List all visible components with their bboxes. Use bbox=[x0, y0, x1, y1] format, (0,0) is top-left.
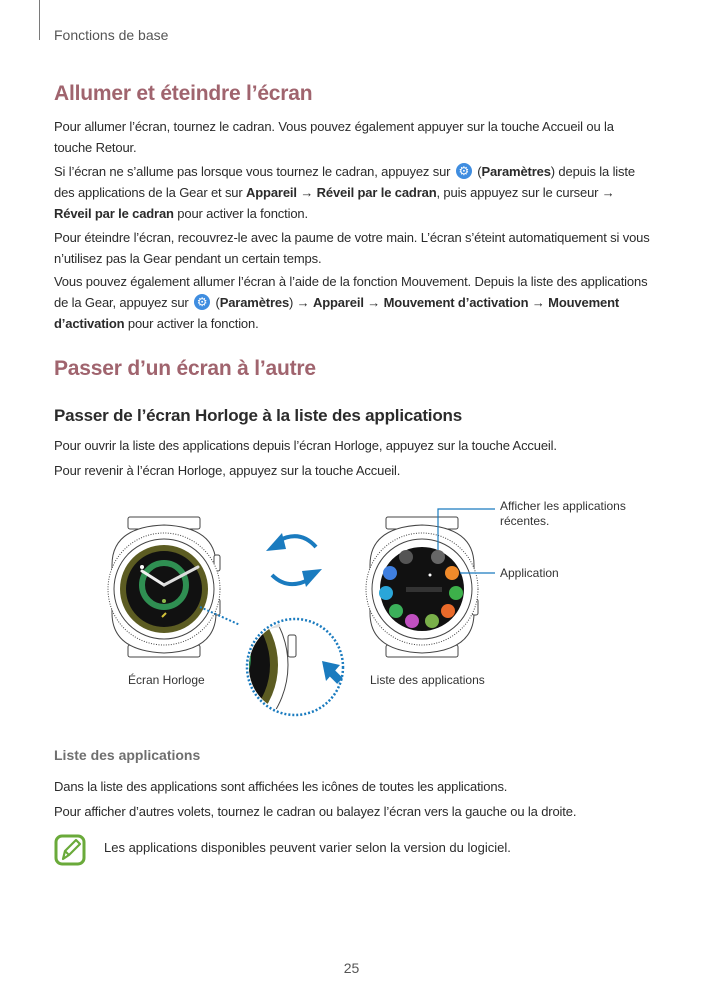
paragraph: Pour revenir à l’écran Horloge, appuyez sur la touche Accueil. bbox=[54, 463, 401, 478]
paragraph: Dans la liste des applications sont affichées les icônes de toutes les applications. bbox=[54, 779, 508, 794]
paragraph: Pour ouvrir la liste des applications depuis l’écran Horloge, appuyez sur la touche Accueil. bbox=[54, 438, 557, 453]
bold-term: Appareil bbox=[246, 185, 297, 200]
note-pencil-icon bbox=[54, 834, 86, 866]
note-text: Les applications disponibles peuvent varier selon la version du logiciel. bbox=[104, 840, 511, 855]
paragraph: Si l’écran ne s’allume pas lorsque vous tournez le cadran, appuyez sur ⚙ (Paramètres) depuis la liste des applications de la Gear et sur Appareil → Réveil par le cadran, puis appuyez sur le curseur → Réveil par le cadran pour activer la fonction. bbox=[54, 161, 654, 224]
bold-term: Appareil bbox=[312, 295, 364, 310]
watch-apps-list bbox=[366, 509, 495, 657]
caption-clock-screen: Écran Horloge bbox=[128, 673, 205, 687]
settings-gear-icon bbox=[456, 163, 472, 179]
bold-term: Paramètres bbox=[219, 295, 290, 310]
subsection-title: Passer de l’écran Horloge à la liste des applications bbox=[54, 406, 462, 425]
running-header: Fonctions de base bbox=[54, 27, 169, 43]
paragraph: Vous pouvez également allumer l’écran à l’aide de la fonction Mouvement. Depuis la liste des applications de la Gear, appuyez sur ⚙ (Paramètres) → Appareil → Mouvement d’activation → Mouvement d’activation pour activer la fonction. bbox=[54, 271, 654, 334]
settings-gear-icon bbox=[194, 294, 210, 310]
watch-illustration bbox=[90, 495, 670, 745]
recent-apps-icon bbox=[431, 550, 445, 564]
paragraph: Pour éteindre l’écran, recouvrez-le avec la paume de votre main. L’écran s’éteint automatiquement si vous n’utilisez pas la Gear pendant un certain temps. bbox=[54, 230, 650, 266]
section-title-power: Allumer et éteindre l’écran bbox=[54, 82, 313, 105]
caption-apps-list: Liste des applications bbox=[370, 673, 485, 687]
page-number: 25 bbox=[343, 960, 360, 976]
messages-app-icon bbox=[445, 566, 459, 580]
callout-application: Application bbox=[500, 566, 559, 580]
bold-term: Mouvement d’activation bbox=[54, 295, 620, 331]
subsection-apps-list-title: Liste des applications bbox=[54, 747, 201, 763]
rotate-arrows-icon bbox=[266, 533, 322, 587]
bold-term: Paramètres bbox=[481, 164, 551, 179]
bold-term: Réveil par le cadran bbox=[54, 206, 174, 221]
callout-recent-apps: Afficher les applications récentes. bbox=[500, 499, 626, 528]
paragraph: Pour allumer l’écran, tournez le cadran. Vous pouvez également appuyer sur la touche Accueil ou la touche Retour. bbox=[54, 119, 614, 155]
bold-term: Mouvement d’activation bbox=[383, 295, 529, 310]
watch-clock-screen bbox=[108, 517, 220, 657]
header-rule bbox=[39, 0, 40, 40]
bold-term: Réveil par le cadran bbox=[316, 185, 437, 200]
paragraph: Pour afficher d’autres volets, tournez le cadran ou balayez l’écran vers la gauche ou la droite. bbox=[54, 804, 577, 819]
watch-figure bbox=[90, 495, 670, 745]
section-title-navigation: Passer d’un écran à l’autre bbox=[54, 357, 316, 380]
